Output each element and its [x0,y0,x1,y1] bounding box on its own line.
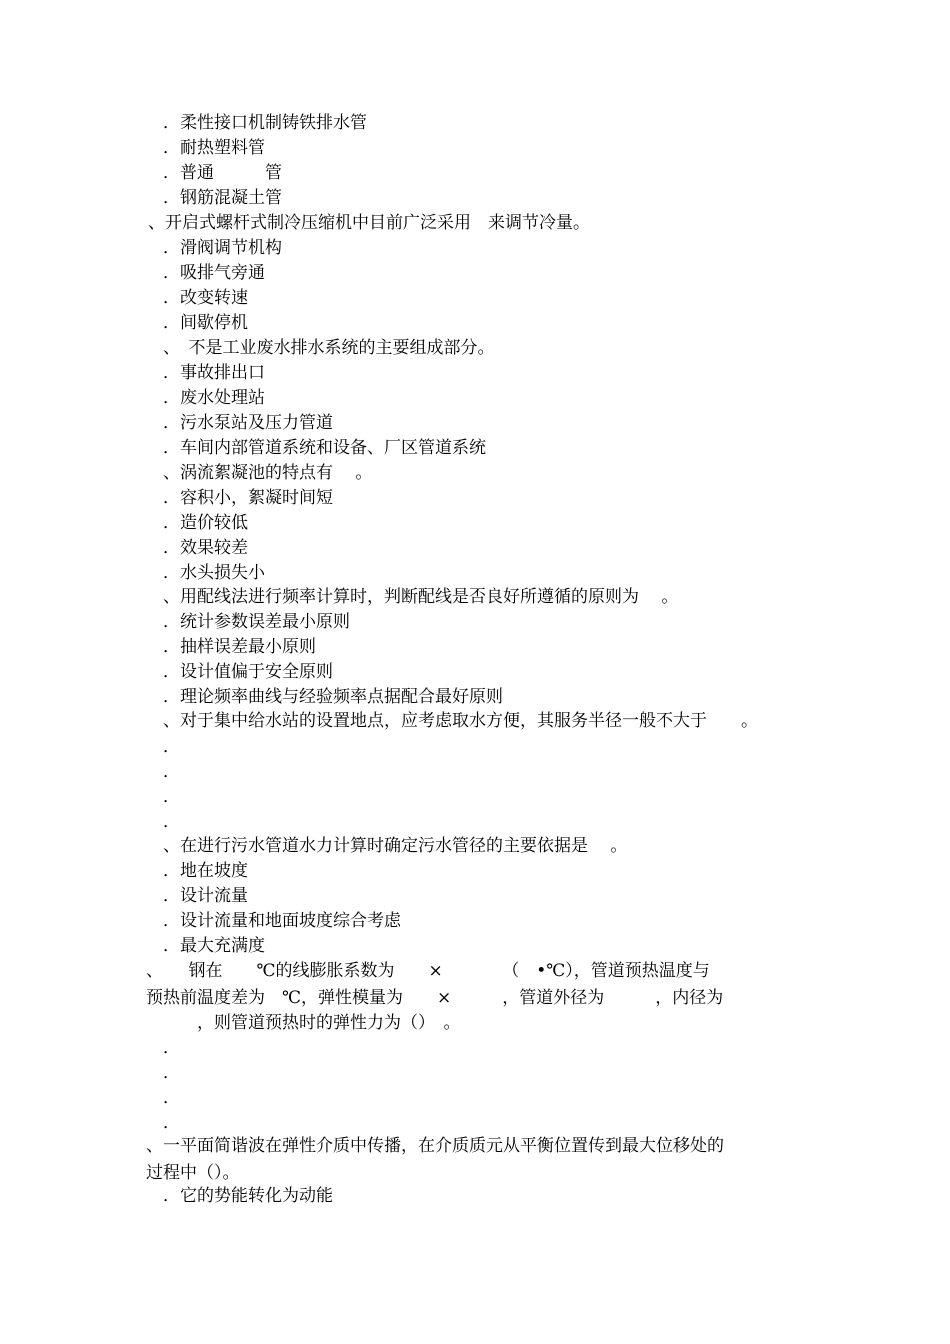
option-line: ． [163,812,180,832]
option-line: ．容积小，絮凝时间短 [163,488,333,508]
option-line: ．车间内部管道系统和设备、厂区管道系统 [163,438,486,458]
option-line: ．它的势能转化为动能 [163,1186,333,1206]
option-line: ． [163,1088,180,1108]
steel-question-line-1: 、 钢在 ℃的线膨胀系数为 × （ •℃），管道预热温度与 [146,961,710,981]
option-line: ．地在坡度 [163,861,248,881]
steel-question-line-2: 预热前温度差为 ℃，弹性模量为 × ，管道外径为 ，内径为 [146,988,724,1008]
option-line: ． [163,1038,180,1058]
option-line: ． [163,737,180,757]
option-line: ．理论频率曲线与经验频率点据配合最好原则 [163,687,503,707]
option-line: ．统计参数误差最小原则 [163,612,350,632]
option-line: ．废水处理站 [163,388,265,408]
option-line: ．设计流量和地面坡度综合考虑 [163,911,401,931]
option-line: ．抽样误差最小原则 [163,637,316,657]
option-line: ．设计值偏于安全原则 [163,662,333,682]
option-line: ．水头损失小 [163,563,265,583]
option-line: ． [163,787,180,807]
option-line: ． [163,762,180,782]
wave-question-line-2: 过程中（）。 [146,1163,240,1183]
question-line: 、用配线法进行频率计算时，判断配线是否良好所遵循的原则为 。 [163,587,679,607]
option-line: ．普通 管 [163,163,282,183]
steel-question-line-3: ，则管道预热时的弹性力为（） 。 [146,1013,461,1033]
option-line: ． [163,1063,180,1083]
option-line: ．污水泵站及压力管道 [163,413,333,433]
question-line: 、对于集中给水站的设置地点，应考虑取水方便，其服务半径一般不大于 。 [163,711,758,731]
question-line: 、开启式螺杆式制冷压缩机中目前广泛采用 来调节冷量。 [148,213,590,233]
option-line: ．效果较差 [163,538,248,558]
option-line: ．造价较低 [163,513,248,533]
option-line: ．设计流量 [163,886,248,906]
option-line: ．吸排气旁通 [163,263,265,283]
question-line: 、涡流絮凝池的特点有 。 [163,463,373,483]
option-line: ．改变转速 [163,288,248,308]
question-line: 、在进行污水管道水力计算时确定污水管径的主要依据是 。 [163,836,628,856]
option-line: ．最大充满度 [163,936,265,956]
option-line: ．钢筋混凝土管 [163,188,282,208]
option-line: ．间歇停机 [163,313,248,333]
option-line: ．滑阀调节机构 [163,238,282,258]
option-line: ．耐热塑料管 [163,138,265,158]
question-line: 、 不是工业废水排水系统的主要组成部分。 [163,338,495,358]
option-line: ．事故排出口 [163,363,265,383]
wave-question-line-1: 、一平面简谐波在弹性介质中传播，在介质质元从平衡位置传到最大位移处的 [146,1136,724,1156]
option-line: ．柔性接口机制铸铁排水管 [163,113,367,133]
option-line: ． [163,1113,180,1133]
